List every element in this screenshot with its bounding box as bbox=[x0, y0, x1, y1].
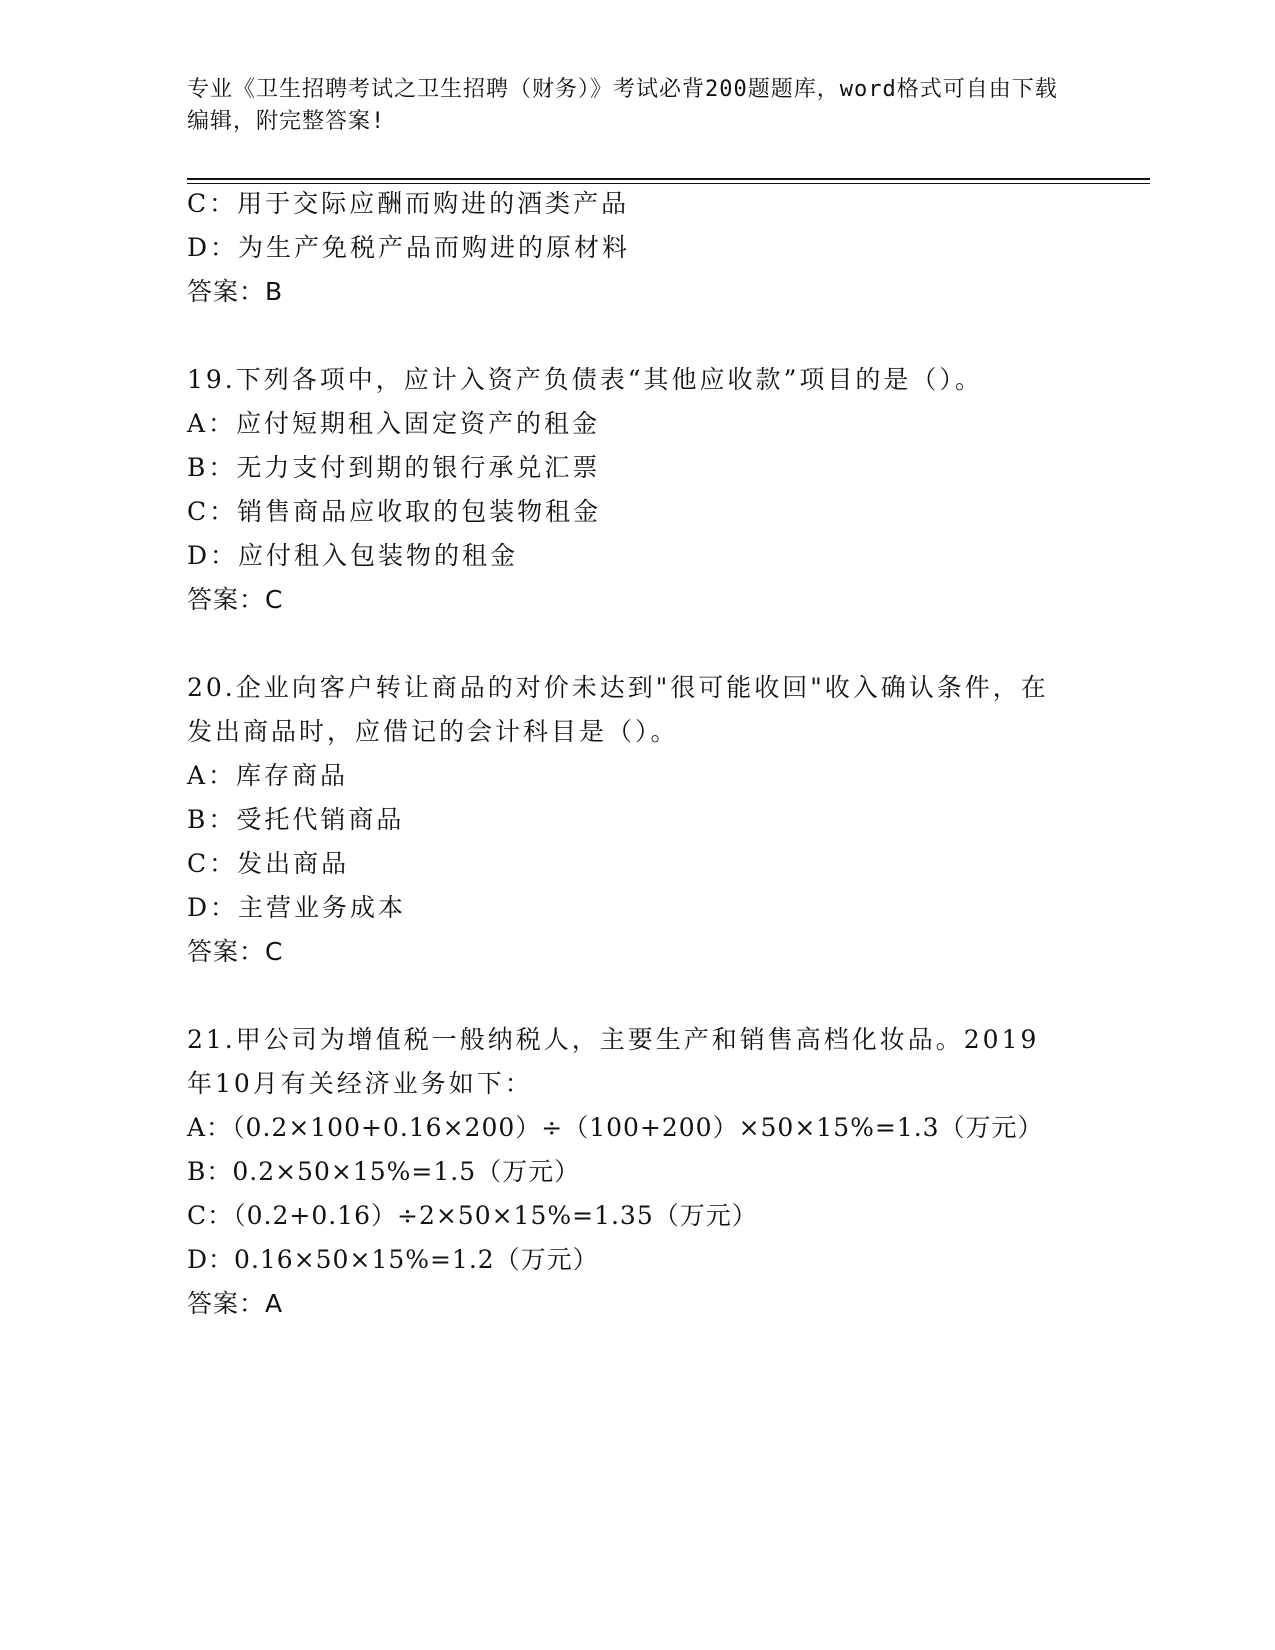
q21-option-c: C：（0.2+0.16）÷2×50×15%=1.35（万元） bbox=[187, 1201, 758, 1230]
q21-option-a: A：（0.2×100+0.16×200）÷（100+200）×50×15%=1.3（万元） bbox=[187, 1113, 1044, 1142]
fragment-answer: 答案：B bbox=[187, 277, 284, 306]
q20-stem-line1: 20.企业向客户转让商品的对价未达到"很可能收回"收入确认条件，在 bbox=[187, 673, 1049, 702]
q19-stem: 19.下列各项中，应计入资产负债表“其他应收款”项目的是（）。 bbox=[187, 365, 983, 394]
q21-answer: 答案：A bbox=[187, 1289, 284, 1318]
document-header: 专业《卫生招聘考试之卫生招聘（财务）》考试必背200题题库，word格式可自由下载编辑，附完整答案! bbox=[187, 77, 1058, 134]
q21-stem-line1: 21.甲公司为增值税一般纳税人，主要生产和销售高档化妆品。2019 bbox=[187, 1025, 1040, 1054]
q19-option-c: C：销售商品应收取的包装物租金 bbox=[187, 497, 602, 526]
q20-option-b: B：受托代销商品 bbox=[187, 805, 405, 834]
header-rule-thick bbox=[187, 178, 1150, 180]
q21-option-b: B：0.2×50×15%=1.5（万元） bbox=[187, 1157, 581, 1186]
q19-option-a: A：应付短期租入固定资产的租金 bbox=[187, 409, 601, 438]
header-rule-thin bbox=[187, 183, 1150, 184]
q20-stem-line2: 发出商品时，应借记的会计科目是（）。 bbox=[187, 717, 679, 746]
q20-option-c: C：发出商品 bbox=[187, 849, 350, 878]
q20-answer: 答案：C bbox=[187, 937, 284, 966]
fragment-option-c: C：用于交际应酬而购进的酒类产品 bbox=[187, 189, 630, 218]
q19-answer: 答案：C bbox=[187, 585, 284, 614]
q19-option-b: B：无力支付到期的银行承兑汇票 bbox=[187, 453, 601, 482]
fragment-option-d: D：为生产免税产品而购进的原材料 bbox=[187, 233, 631, 262]
q20-option-d: D：主营业务成本 bbox=[187, 893, 407, 922]
q21-option-d: D：0.16×50×15%=1.2（万元） bbox=[187, 1245, 599, 1274]
q20-option-a: A：库存商品 bbox=[187, 761, 349, 790]
q19-option-d: D：应付租入包装物的租金 bbox=[187, 541, 519, 570]
q21-stem-line2: 年10月有关经济业务如下： bbox=[187, 1069, 533, 1098]
